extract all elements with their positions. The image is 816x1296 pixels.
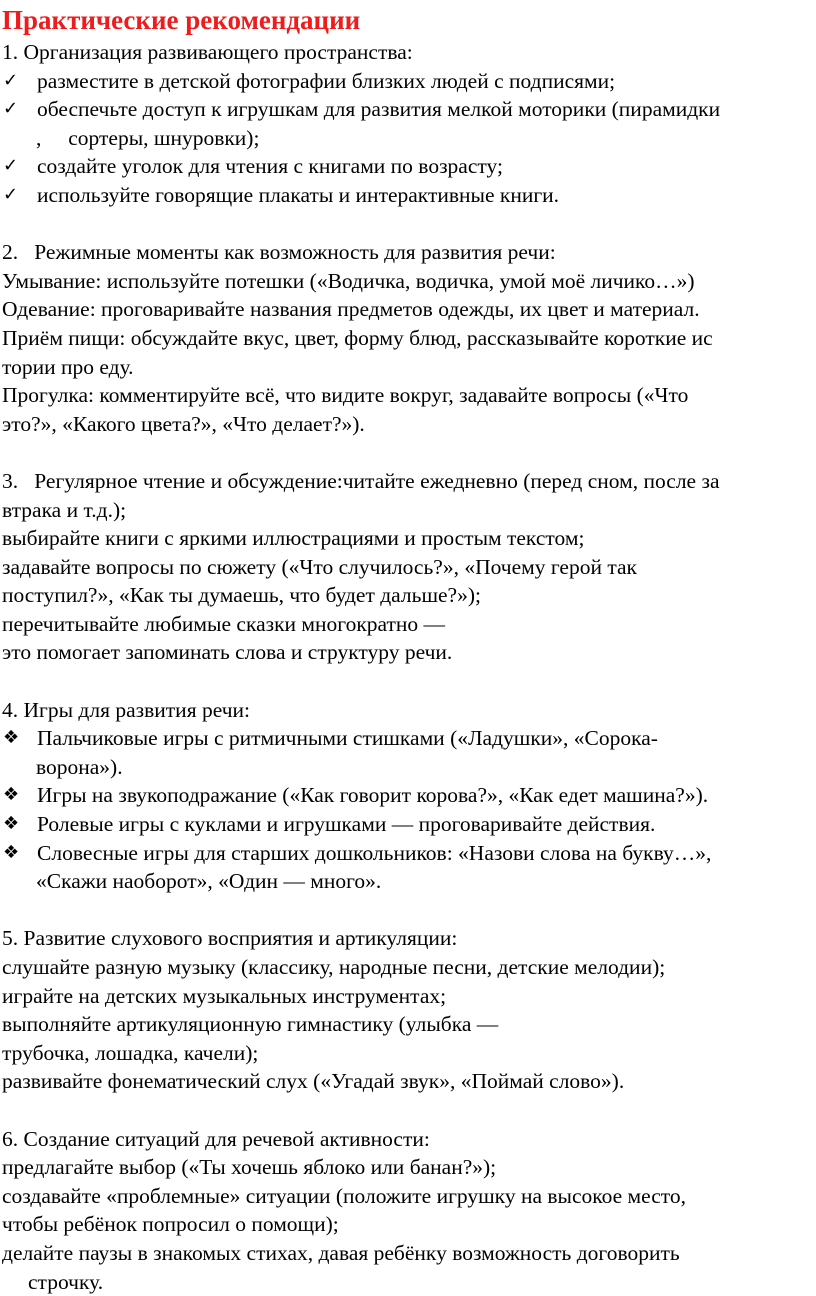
section-1-heading: 1. Организация развивающего пространства: [2, 40, 413, 64]
diamond-bullet-icon: ❖ [3, 727, 20, 749]
diamond-bullet-icon: ❖ [3, 784, 20, 806]
checkmark-icon: ✓ [3, 183, 19, 205]
diamond-bullet-icon: ❖ [3, 841, 20, 863]
diamond-list-item [2, 839, 814, 868]
paragraph-line: Умывание: используйте потешки («Водичка, водичка, умой моё личико…») [2, 268, 695, 293]
checkmark-icon: ✓ [3, 69, 19, 91]
list-item-text: Пальчиковые игры с ритмичными стишками («Ладушки», «Сорока- [37, 726, 658, 751]
paragraph-line: создавайте «проблемные» ситуации (положите игрушку на высокое место, [2, 1183, 687, 1208]
page-title: Практические рекомендации [2, 5, 361, 35]
diamond-bullet-icon: ❖ [3, 813, 20, 835]
paragraph-spacer [2, 667, 814, 696]
document-body [2, 38, 814, 1296]
paragraph-line: предлагайте выбор («Ты хочешь яблоко или банан?»); [2, 1155, 497, 1180]
section-4-heading: 4. Игры для развития речи: [2, 697, 251, 722]
checklist-item [2, 67, 814, 96]
section-6-heading: 6. Создание ситуаций для речевой активности: [2, 1126, 430, 1151]
paragraph-line: это?», «Какого цвета?», «Что делает?»). [2, 411, 365, 436]
diamond-list-item [2, 781, 814, 810]
checklist-item-text: используйте говорящие плакаты и интерактивные книги. [37, 182, 560, 207]
list-item-text: Игры на звукоподражание («Как говорит корова?», «Как едет машина?»). [37, 783, 709, 808]
paragraph-spacer [2, 1096, 814, 1125]
paragraph-line: слушайте разную музыку (классику, народные песни, детские мелодии); [2, 955, 666, 979]
paragraph-line: Одевание: проговаривайте названия предметов одежды, их цвет и материал. [2, 297, 700, 322]
paragraph-line: выполняйте артикуляционную гимнастику (улыбка — [2, 1012, 499, 1037]
list-item-text: Ролевые игры с куклами и игрушками — проговаривайте действия. [37, 812, 656, 837]
paragraph-line-continuation: строчку. [28, 1269, 104, 1294]
checklist-item-text: создайте уголок для чтения с книгами по возрасту; [37, 154, 503, 179]
paragraph-line: играйте на детских музыкальных инструментах; [2, 983, 447, 1008]
paragraph-line: Прогулка: комментируйте всё, что видите вокруг, задавайте вопросы («Что [2, 383, 689, 408]
section-5-heading: 5. Развитие слухового восприятия и артикуляции: [2, 926, 458, 951]
diamond-list-item [2, 810, 814, 839]
paragraph-line: трубочка, лошадка, качели); [2, 1040, 259, 1065]
paragraph-line: задавайте вопросы по сюжету («Что случилось?», «Почему герой так [2, 554, 637, 579]
paragraph-line: поступил?», «Как ты думаешь, что будет дальше?»); [2, 583, 481, 608]
section-2-heading: 2. Режимные моменты как возможность для развития речи: [2, 240, 556, 265]
checklist-item [2, 152, 814, 181]
paragraph-line: Приём пищи: обсуждайте вкус, цвет, форму блюд, рассказывайте короткие ис [2, 325, 713, 350]
list-item-continuation: ворона»). [36, 754, 123, 779]
checklist-item [2, 95, 814, 124]
diamond-list-item [2, 724, 814, 753]
paragraph-line: тории про еду. [2, 354, 134, 379]
paragraph-line: перечитывайте любимые сказки многократно — [2, 611, 446, 636]
paragraph-line: выбирайте книги с яркими иллюстрациями и простым текстом; [2, 526, 585, 551]
paragraph-line: это помогает запоминать слова и структуру речи. [2, 640, 453, 665]
checklist-item-continuation: , сортеры, шнуровки); [36, 125, 260, 150]
checkmark-icon: ✓ [3, 155, 19, 177]
paragraph-line: чтобы ребёнок попросил о помощи); [2, 1212, 339, 1237]
list-item-text: Словесные игры для старших дошкольников: «Назови слова на букву…», [37, 840, 712, 865]
paragraph-line: делайте паузы в знакомых стихах, давая ребёнку возможность договорить [2, 1240, 680, 1265]
checklist-item [2, 181, 814, 210]
paragraph-spacer [2, 896, 814, 925]
paragraph-spacer [2, 438, 814, 467]
list-item-continuation: «Скажи наоборот», «Один — много». [36, 869, 382, 894]
paragraph-spacer [2, 210, 814, 239]
checkmark-icon: ✓ [3, 98, 19, 120]
section-3-heading: 3. Регулярное чтение и обсуждение:читайте ежедневно (перед сном, после за [2, 468, 720, 493]
paragraph-line: развивайте фонематический слух («Угадай звук», «Поймай слово»). [2, 1069, 625, 1094]
checklist-item-text: разместите в детской фотографии близких людей с подписями; [37, 68, 616, 93]
paragraph-line: втрака и т.д.); [2, 497, 127, 522]
checklist-item-text: обеспечьте доступ к игрушкам для развития мелкой моторики (пирамидки [37, 97, 721, 122]
